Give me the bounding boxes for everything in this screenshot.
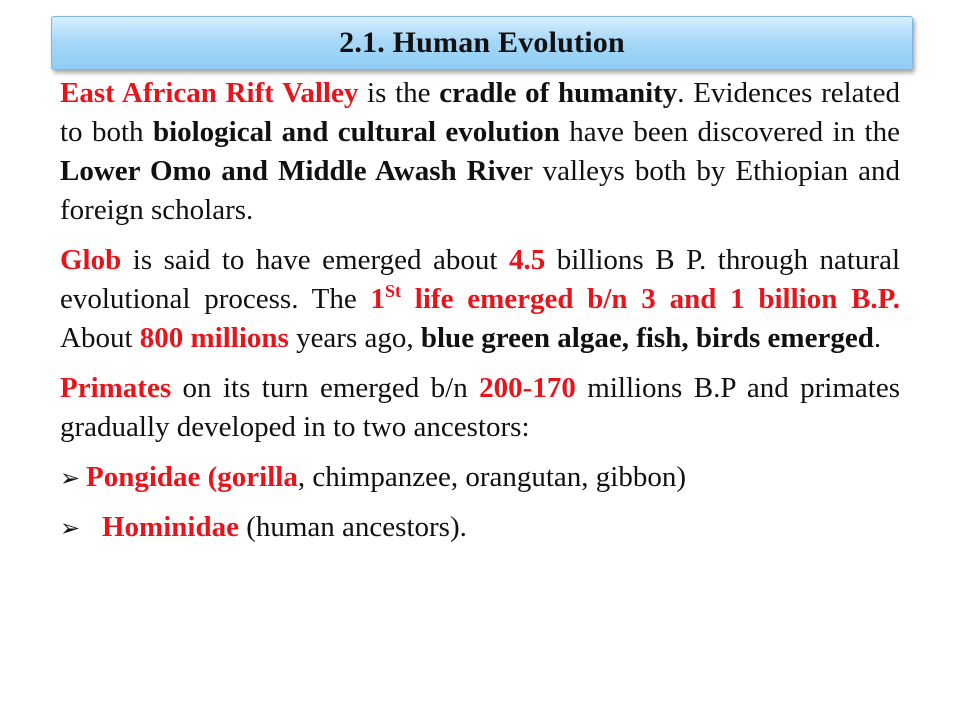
text-run: is said to have emerged about <box>121 244 509 276</box>
highlight-200-170: 200-170 <box>479 372 576 404</box>
highlight-life-emerged: life emerged b/n 3 and 1 billion B.P. <box>401 283 900 315</box>
arrow-bullet-icon: ➢ <box>60 514 81 542</box>
text-run: . <box>873 322 882 354</box>
text-run: (human ancestors). <box>238 511 467 543</box>
highlight-primates: Primates <box>60 372 172 404</box>
bullet-item-hominidae <box>60 508 900 552</box>
bold-cradle: cradle of humanity <box>439 77 678 109</box>
highlight-800-millions: 800 millions <box>139 322 289 354</box>
highlight-glob: Glob <box>60 244 122 276</box>
text-run: millions B.P and primates gradually developed in to two ancestors: <box>60 372 900 443</box>
text-run: billions B P. through natural evolutional process. The <box>60 244 901 315</box>
highlight-4-5: 4.5 <box>508 244 546 276</box>
bullet-item-pongidae <box>60 458 900 502</box>
highlight-rift-valley: East African Rift Valley <box>60 77 359 109</box>
text-run: is the <box>358 77 440 109</box>
highlight-pongidae: Pongidae (gorilla <box>86 461 298 493</box>
text-run: . Evidences related to both <box>60 77 900 148</box>
bold-algae: blue green algae, fish, birds emerged <box>420 322 874 354</box>
text-run: years ago, <box>288 322 421 354</box>
text-run: on its turn emerged b/n <box>171 372 480 404</box>
highlight-hominidae: Hominidae <box>102 511 239 543</box>
slide-body <box>60 74 900 552</box>
paragraph-rift-valley <box>60 74 900 230</box>
text-run: have been discovered in the <box>559 116 900 148</box>
paragraph-glob <box>60 241 900 358</box>
superscript-st: St <box>385 281 402 301</box>
slide-title-banner <box>51 16 913 70</box>
arrow-bullet-icon: ➢ <box>60 464 81 492</box>
paragraph-primates <box>60 369 900 447</box>
text-run: r valleys both by Ethiopian and foreign scholars. <box>60 155 900 226</box>
text-run: About <box>60 322 140 354</box>
bold-evolution: biological and cultural evolution <box>152 116 560 148</box>
bold-omo-awash: Lower Omo and Middle Awash Rive <box>60 155 524 187</box>
slide-title: 2.1. Human Evolution <box>339 26 625 59</box>
highlight-first: 1 <box>370 283 386 315</box>
text-run: , chimpanzee, orangutan, gibbon) <box>297 461 687 493</box>
